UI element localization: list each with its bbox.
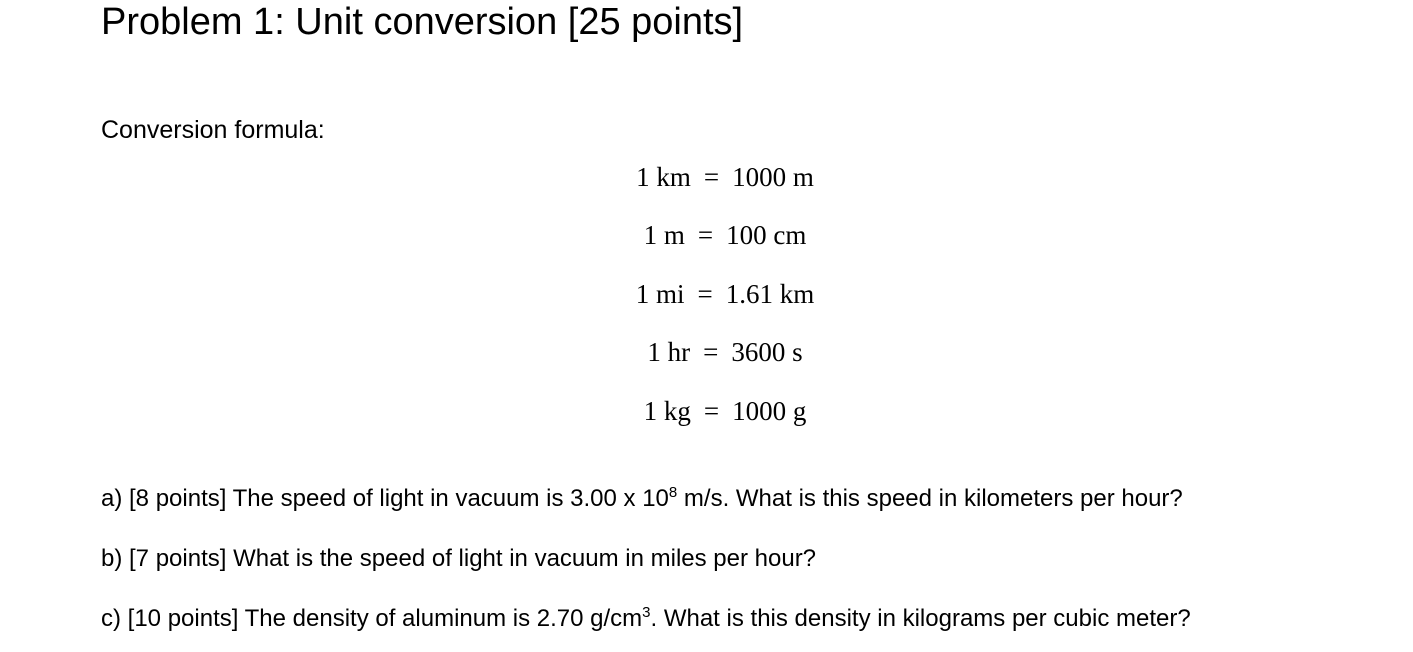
question-a-text-end: m/s. What is this speed in kilometers per hour? — [677, 485, 1183, 512]
formula-rhs: 1000 m — [732, 161, 814, 192]
formula-lhs: 1 kg — [643, 395, 691, 426]
formula-rhs: 1.61 km — [725, 278, 815, 309]
formula-list — [0, 148, 1413, 441]
equals-sign: = — [697, 278, 713, 309]
formula-lhs: 1 km — [636, 161, 691, 192]
question-a — [101, 483, 1183, 515]
conversion-formula-label: Conversion formula: — [101, 116, 325, 144]
question-a-text: a) [8 points] The speed of light in vacuum is 3.00 x 10 — [101, 485, 669, 512]
formula-lhs: 1 hr — [647, 337, 691, 368]
equals-sign: = — [703, 161, 720, 192]
exponent: 3 — [642, 604, 651, 621]
exponent: 8 — [668, 484, 678, 501]
question-c-text: c) [10 points] The density of aluminum is 2.70 g/cm — [101, 605, 643, 632]
formula-hr-to-s — [0, 324, 1413, 383]
formula-m-to-cm — [0, 207, 1413, 266]
equals-sign: = — [703, 395, 720, 426]
formula-kg-to-g — [0, 382, 1413, 441]
formula-lhs: 1 mi — [635, 278, 685, 309]
question-b: b) [7 points] What is the speed of light in vacuum in miles per hour? — [101, 545, 817, 572]
equals-sign: = — [697, 220, 714, 251]
formula-km-to-m — [0, 148, 1413, 207]
page-title: Problem 1: Unit conversion [25 points] — [101, 1, 744, 43]
question-c-text-end: . What is this density in kilograms per cubic meter? — [650, 605, 1191, 632]
question-c — [101, 603, 1191, 635]
equals-sign: = — [703, 337, 719, 368]
formula-mi-to-km — [0, 265, 1413, 324]
formula-rhs: 1000 g — [732, 395, 807, 426]
formula-rhs: 3600 s — [731, 337, 803, 368]
formula-rhs: 100 cm — [726, 220, 807, 251]
formula-lhs: 1 m — [643, 220, 685, 251]
